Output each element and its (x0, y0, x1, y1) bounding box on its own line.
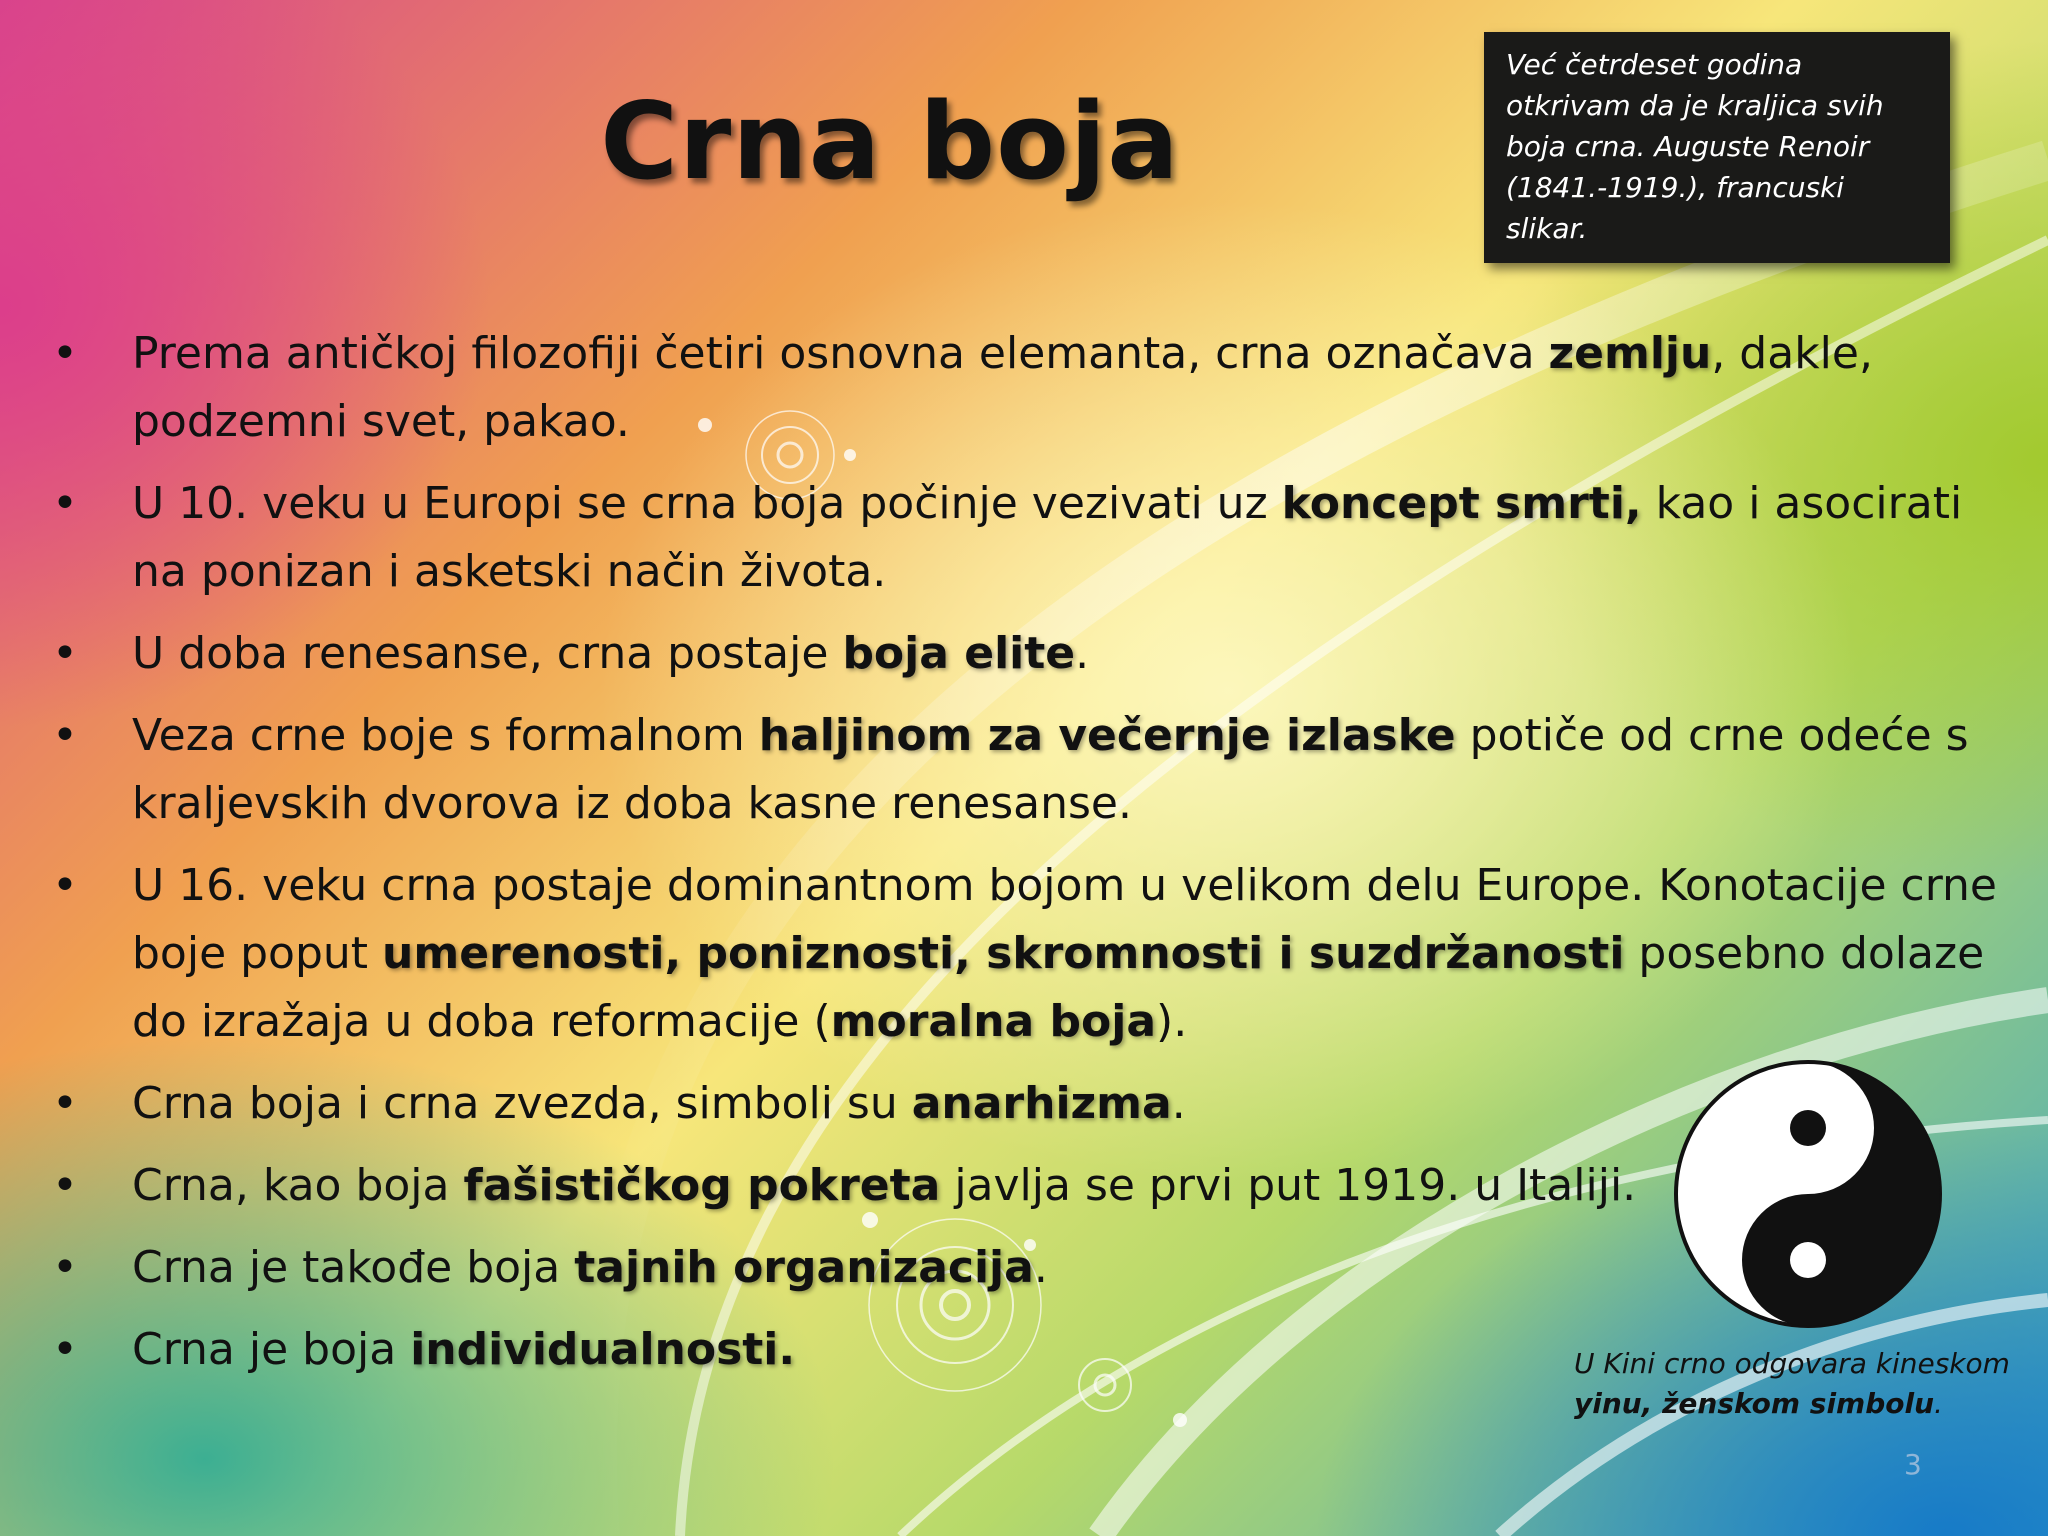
bullet-bold-text: haljinom za večernje izlaske (758, 710, 1456, 761)
bullet-dot: • (52, 478, 78, 529)
yin-yang-icon (1672, 1058, 1944, 1330)
caption-bold-text: yinu, ženskom simbolu (1574, 1387, 1935, 1420)
bullet-dot: • (52, 1242, 78, 1293)
bullet-bold-text: individualnosti. (410, 1324, 796, 1375)
bullet-text: Veza crne boje s formalnom (132, 710, 759, 761)
bullet-bold-text: zemlju (1548, 328, 1712, 379)
bullet-dot: • (52, 1078, 78, 1129)
bullet-text: U doba renesanse, crna postaje (132, 628, 843, 679)
slide-title: Crna boja (600, 80, 1180, 203)
bullet-text: Crna, kao boja (132, 1160, 464, 1211)
bullet-text: . (1075, 628, 1090, 679)
bullet-text: , dakle, podzemni svet, pakao. (132, 328, 1873, 447)
bullet-text: javlja se prvi put 1919. u Italiji. (940, 1160, 1637, 1211)
bullet-text: Crna je takođe boja (132, 1242, 575, 1293)
bullet-bold-text: moralna boja (830, 996, 1157, 1047)
bullet-item (52, 620, 2012, 688)
bullet-bold-text: tajnih organizacija (574, 1242, 1034, 1293)
bullet-text: Prema antičkoj filozofiji četiri osnovna elemanta, crna označava (132, 328, 1549, 379)
caption-text: . (1934, 1387, 1943, 1420)
bullet-dot: • (52, 628, 78, 679)
bullet-text: kao i asocirati na ponizan i asketski način života. (132, 478, 1963, 597)
bullet-text: Crna je boja (132, 1324, 411, 1375)
bullet-item (52, 852, 2012, 1056)
bullet-item (52, 702, 2012, 838)
bullet-bold-text: boja elite (842, 628, 1076, 679)
bullet-dot: • (52, 1160, 78, 1211)
bullet-text: ). (1156, 996, 1188, 1047)
bullet-bold-text: fašističkog pokreta (463, 1160, 941, 1211)
image-caption (1574, 1344, 2044, 1424)
page-number: 3 (1904, 1448, 1922, 1481)
bullet-dot: • (52, 328, 78, 379)
bullet-item (52, 470, 2012, 606)
bullet-dot: • (52, 860, 78, 911)
bullet-dot: • (52, 1324, 78, 1375)
bullet-text: posebno dolaze do izražaja u doba reformacije ( (132, 928, 1985, 1047)
bullet-text: . (1033, 1242, 1048, 1293)
caption-text: U Kini crno odgovara kineskom (1574, 1347, 2010, 1380)
bullet-text: U 10. veku u Europi se crna boja počinje vezivati uz (132, 478, 1282, 529)
bullet-bold-text: koncept smrti, (1281, 478, 1642, 529)
bullet-bold-text: umerenosti, poniznosti, skromnosti i suzdržanosti (382, 928, 1625, 979)
bullet-text: potiče od crne odeće s kraljevskih dvorova iz doba kasne renesanse. (132, 710, 1969, 829)
bullet-text: . (1171, 1078, 1186, 1129)
bullet-dot: • (52, 710, 78, 761)
bullet-text: U 16. veku crna postaje dominantnom bojom u velikom delu Europe. Konotacije crne boje poput (132, 860, 1997, 979)
bullet-item (52, 320, 2012, 456)
bullet-bold-text: anarhizma (911, 1078, 1172, 1129)
quote-box: Već četrdeset godina otkrivam da je kraljica svih boja crna. Auguste Renoir (1841.-1919.), francuski slikar. (1484, 32, 1950, 263)
bullet-text: Crna boja i crna zvezda, simboli su (132, 1078, 912, 1129)
